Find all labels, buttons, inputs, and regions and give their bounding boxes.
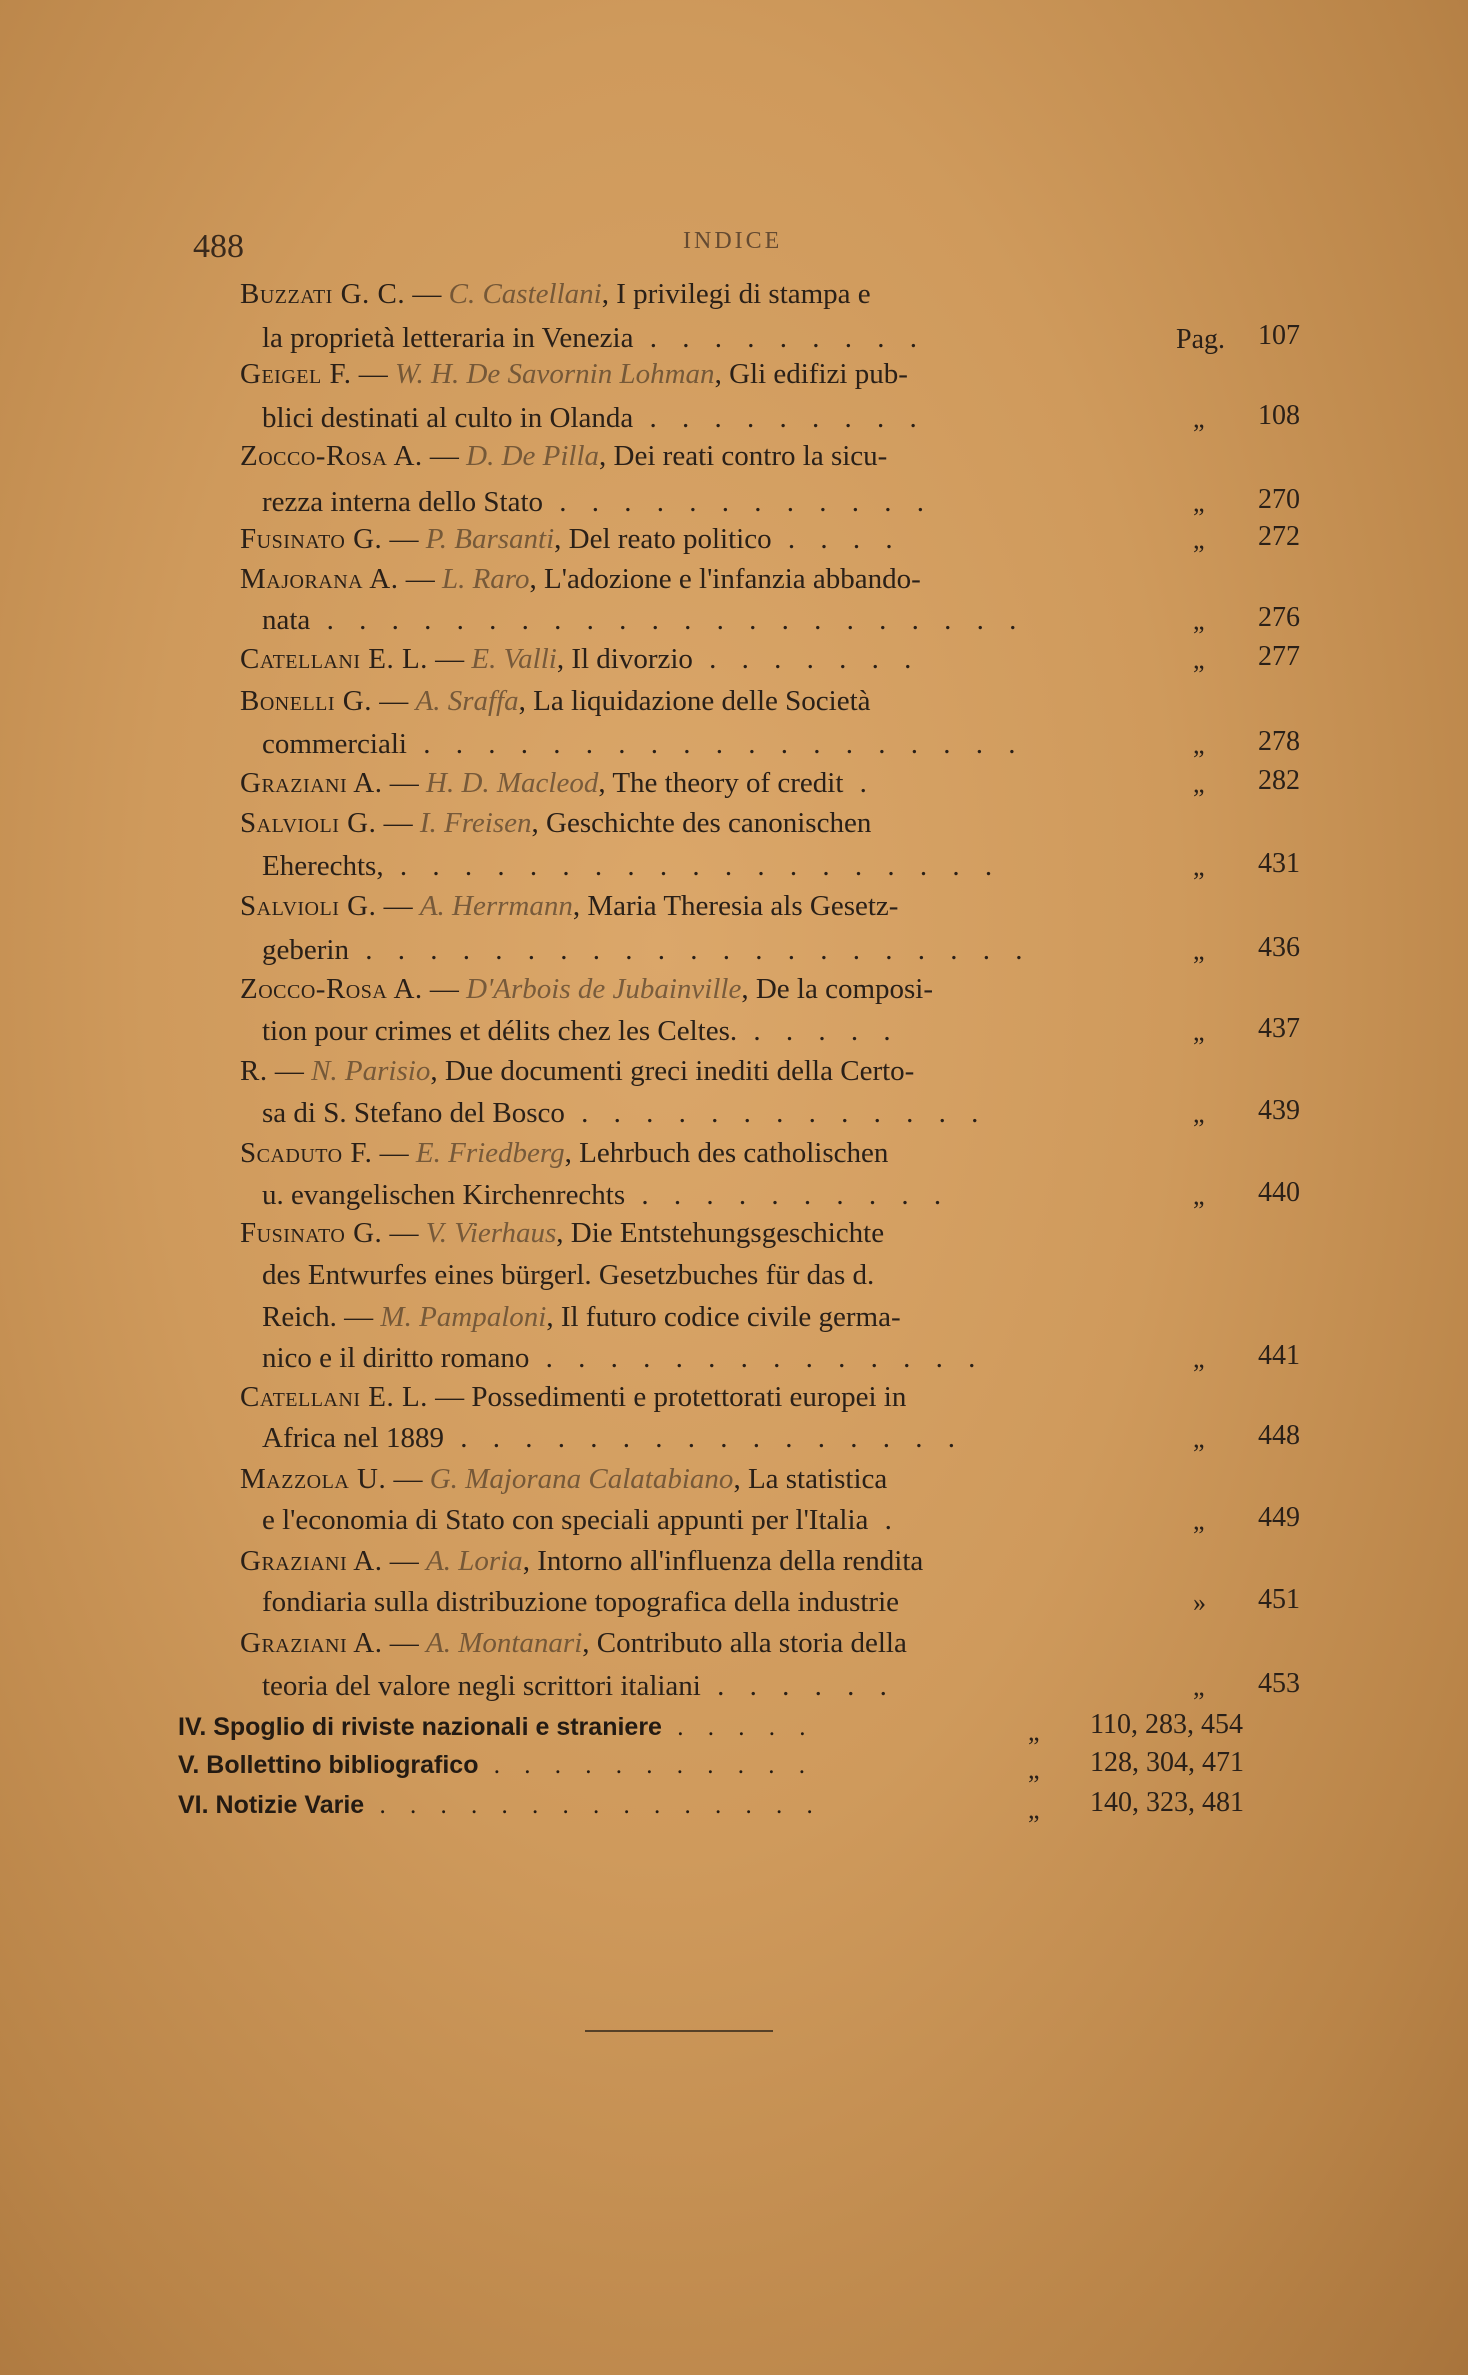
entry-author: Graziani A. — [240, 767, 383, 799]
entry-title: , I privilegi di stampa e — [601, 278, 871, 310]
dot-leader: . . . . . . . . . — [633, 402, 926, 434]
entry-reviewed-author: H. D. Macleod — [426, 767, 599, 799]
entry-title: , La statistica — [733, 1463, 888, 1495]
dot-leader: . . . . . . . . . . . — [478, 1752, 814, 1779]
index-entry-continuation — [262, 488, 933, 517]
index-entry-line — [240, 645, 920, 674]
entry-author: Fusinato G. — [240, 523, 383, 555]
entry-text: — Possedimenti e protettorati europei in — [427, 1381, 907, 1413]
index-entry-line — [240, 1629, 907, 1658]
entry-title: , Maria Theresia als Gesetz- — [572, 890, 899, 922]
page-reference: 278 — [1258, 726, 1300, 757]
dot-leader: . . . . . . . . . . . . . . — [529, 1342, 985, 1374]
section-label: V. Bollettino bibliografico — [178, 1751, 479, 1779]
dot-leader: . . . . . . . . . . . . . . . — [364, 1792, 822, 1819]
dot-leader: . . . . . . . . . . . . . . . . . . . — [383, 850, 1002, 882]
dot-leader: . . . . . . . . . . . . . . . . . . . . . . — [310, 604, 1026, 636]
section-heading — [178, 1753, 814, 1778]
entry-text: — — [372, 1137, 416, 1169]
page-reference: 436 — [1258, 932, 1300, 963]
page-reference: 431 — [1258, 848, 1300, 879]
entry-title: , Die Entstehungsgeschichte — [556, 1217, 885, 1249]
page-reference: 449 — [1258, 1502, 1300, 1533]
entry-title: , Lehrbuch des catholischen — [564, 1137, 889, 1169]
page-reference: 439 — [1258, 1095, 1300, 1126]
entry-author: Bonelli G. — [240, 685, 372, 717]
entry-title: , Due documenti greci inediti della Certo- — [430, 1055, 915, 1087]
dot-leader: . — [843, 767, 876, 799]
dot-leader: . . . . . . . . . . — [625, 1179, 951, 1211]
entry-author: Fusinato G. — [240, 1217, 383, 1249]
ditto-mark: „ — [1193, 1017, 1205, 1046]
entry-title: , Gli edifizi pub- — [714, 358, 908, 390]
index-entry-continuation — [262, 1261, 874, 1290]
dot-leader: . . . . . — [737, 1015, 900, 1047]
page-reference: 277 — [1258, 641, 1300, 672]
entry-text: teoria del valore negli scrittori italiani — [262, 1670, 701, 1702]
ditto-mark: Pag. — [1176, 324, 1225, 355]
entry-title: , De la composi- — [741, 973, 934, 1005]
entry-text: — — [351, 358, 396, 390]
page-reference: 437 — [1258, 1013, 1300, 1044]
entry-text: Reich. — — [262, 1301, 381, 1333]
entry-author: Graziani A. — [240, 1545, 383, 1577]
entry-reviewed-author: D'Arbois de Jubainville — [466, 973, 742, 1005]
ditto-mark: „ — [1193, 645, 1205, 674]
entry-text: geberin — [262, 934, 349, 966]
ditto-mark: „ — [1193, 1181, 1205, 1210]
entry-reviewed-author: E. Valli — [471, 643, 557, 675]
section-pages: 140, 323, 481 — [1090, 1787, 1244, 1818]
entry-text: — — [371, 685, 416, 717]
entry-reviewed-author: G. Majorana Calatabiano — [429, 1463, 734, 1495]
entry-text: — — [382, 1627, 426, 1659]
index-entry-continuation — [262, 1099, 987, 1128]
entry-title: , La liquidazione delle Società — [518, 685, 871, 717]
ditto-mark: „ — [1193, 769, 1205, 798]
entry-author: Salvioli G. — [240, 807, 377, 839]
entry-reviewed-author: V. Vierhaus — [425, 1217, 557, 1249]
entry-reviewed-author: A. Montanari — [426, 1627, 583, 1659]
entry-author: Geigel F. — [240, 358, 352, 390]
entry-reviewed-author: A. Sraffa — [415, 685, 519, 717]
ditto-mark: „ — [1028, 1717, 1040, 1746]
entry-text: — — [422, 440, 467, 472]
entry-author: Catellani E. L. — [240, 643, 428, 675]
entry-text: la proprietà letteraria in Venezia — [262, 322, 634, 354]
entry-reviewed-author: W. H. De Savornin Lohman — [395, 358, 715, 390]
index-entry-line — [240, 892, 898, 921]
entry-author: Buzzati G. C. — [240, 278, 406, 310]
section-pages: 110, 283, 454 — [1090, 1709, 1243, 1740]
entry-author: Majorana A. — [240, 563, 399, 595]
index-entry-continuation — [262, 1344, 984, 1373]
index-entry-line — [240, 442, 887, 471]
entry-reviewed-author: A. Herrmann — [419, 890, 573, 922]
ditto-mark: „ — [1028, 1795, 1040, 1824]
dot-leader: . . . . . . . . . . . . . . . . . . . — [406, 728, 1025, 760]
entry-text: — — [382, 767, 426, 799]
entry-text: commerciali — [262, 728, 407, 760]
entry-text: sa di S. Stefano del Bosco — [262, 1097, 565, 1129]
ditto-mark: „ — [1193, 404, 1205, 433]
entry-reviewed-author: L. Raro — [441, 563, 530, 595]
section-label: VI. Notizie Varie — [178, 1791, 365, 1819]
closing-rule — [585, 2030, 773, 2032]
ditto-mark: „ — [1193, 1099, 1205, 1128]
index-entry-line — [240, 1219, 884, 1248]
index-entry-continuation — [262, 1303, 901, 1332]
entry-reviewed-author: D. De Pilla — [466, 440, 600, 472]
entry-reviewed-author: M. Pampaloni — [380, 1301, 547, 1333]
entry-text: — — [267, 1055, 312, 1087]
entry-text: — — [386, 1463, 430, 1495]
entry-author: Scaduto F. — [240, 1137, 373, 1169]
index-entry-continuation — [262, 1506, 901, 1535]
page-reference: 453 — [1258, 1668, 1300, 1699]
index-entry-line — [240, 1465, 887, 1494]
page-reference: 440 — [1258, 1177, 1300, 1208]
page-reference: 270 — [1258, 484, 1300, 515]
entry-text: fondiaria sulla distribuzione topografica della industrie — [262, 1586, 899, 1618]
entry-author: Graziani A. — [240, 1627, 383, 1659]
entry-author: R. — [240, 1055, 268, 1087]
ditto-mark: „ — [1193, 488, 1205, 517]
entry-author: Zocco-Rosa A. — [240, 440, 423, 472]
index-entry-line — [240, 1383, 906, 1412]
index-entry-continuation — [262, 852, 1001, 881]
index-entry-line — [240, 1057, 914, 1086]
dot-leader: . — [868, 1504, 901, 1536]
index-entry-line — [240, 809, 871, 838]
entry-text: blici destinati al culto in Olanda — [262, 402, 634, 434]
ditto-mark: „ — [1193, 730, 1205, 759]
dot-leader: . . . . . . — [700, 1670, 896, 1702]
index-entry-line — [240, 769, 876, 798]
dot-leader: . . . . — [771, 523, 902, 555]
page-reference: 272 — [1258, 521, 1300, 552]
dot-leader: . . . . . — [661, 1714, 815, 1741]
section-label: IV. Spoglio di riviste nazionali e straniere — [178, 1713, 662, 1741]
ditto-mark: „ — [1193, 852, 1205, 881]
ditto-mark: „ — [1193, 606, 1205, 635]
ditto-mark: „ — [1193, 936, 1205, 965]
entry-reviewed-author: E. Friedberg — [415, 1137, 565, 1169]
entry-text: u. evangelischen Kirchenrechts — [262, 1179, 626, 1211]
entry-title: , Dei reati contro la sicu- — [599, 440, 888, 472]
entry-author: Zocco-Rosa A. — [240, 973, 423, 1005]
entry-reviewed-author: P. Barsanti — [425, 523, 555, 555]
running-head: INDICE — [683, 228, 783, 254]
dot-leader: . . . . . . . . . . . . . — [564, 1097, 988, 1129]
page-reference: 108 — [1258, 400, 1300, 431]
index-entry-continuation — [262, 1181, 950, 1210]
index-entry-line — [240, 687, 871, 716]
index-entry-continuation — [262, 606, 1025, 635]
dot-leader: . . . . . . . . . . . . — [543, 486, 934, 518]
entry-reviewed-author: N. Parisio — [311, 1055, 431, 1087]
section-heading — [178, 1793, 822, 1818]
dot-leader: . . . . . . . . . . . . . . . . — [444, 1422, 964, 1454]
index-entry-continuation — [262, 1017, 900, 1046]
entry-text: — — [382, 523, 426, 555]
ditto-mark: „ — [1193, 1672, 1205, 1701]
index-entry-line — [240, 975, 933, 1004]
index-entry-line — [240, 360, 908, 389]
entry-reviewed-author: A. Loria — [426, 1545, 523, 1577]
index-entry-line — [240, 525, 902, 554]
index-entry-line — [240, 565, 921, 594]
ditto-mark: » — [1193, 1588, 1206, 1617]
entry-author: Mazzola U. — [240, 1463, 387, 1495]
entry-title: , The theory of credit — [598, 767, 844, 799]
page-reference: 282 — [1258, 765, 1300, 796]
ditto-mark: „ — [1193, 1506, 1205, 1535]
entry-text: — — [376, 807, 420, 839]
entry-text: — — [382, 1545, 426, 1577]
entry-title: , Del reato politico — [554, 523, 772, 555]
page-reference: 441 — [1258, 1340, 1300, 1371]
dot-leader: . . . . . . . . . — [633, 322, 926, 354]
entry-text: Eherechts, — [262, 850, 384, 882]
section-heading — [178, 1715, 814, 1740]
entry-text: — — [398, 563, 442, 595]
entry-author: Salvioli G. — [240, 890, 377, 922]
entry-text: Africa nel 1889 — [262, 1422, 444, 1454]
dot-leader: . . . . . . . . . . . . . . . . . . . . . — [348, 934, 1032, 966]
entry-reviewed-author: I. Freisen — [419, 807, 532, 839]
entry-text: nico e il diritto romano — [262, 1342, 530, 1374]
index-entry-continuation — [262, 936, 1031, 965]
entry-reviewed-author: C. Castellani — [448, 278, 602, 310]
page-reference: 107 — [1258, 320, 1300, 351]
entry-title: , Il divorzio — [556, 643, 693, 675]
index-entry-line — [240, 1547, 923, 1576]
entry-title: , L'adozione e l'infanzia abbando- — [529, 563, 921, 595]
index-entry-continuation — [262, 324, 926, 353]
entry-text: — — [376, 890, 420, 922]
page-reference: 451 — [1258, 1584, 1300, 1615]
ditto-mark: „ — [1028, 1755, 1040, 1784]
ditto-mark: „ — [1193, 1424, 1205, 1453]
entry-text: — — [382, 1217, 426, 1249]
index-entry-line — [240, 280, 871, 309]
entry-text: e l'economia di Stato con speciali appunti per l'Italia — [262, 1504, 869, 1536]
entry-text: — — [405, 278, 449, 310]
index-entry-continuation — [262, 1672, 896, 1701]
entry-title: , Il futuro codice civile germa- — [546, 1301, 901, 1333]
page-reference: 276 — [1258, 602, 1300, 633]
entry-text: rezza interna dello Stato — [262, 486, 544, 518]
page-reference: 448 — [1258, 1420, 1300, 1451]
entry-title: , Contributo alla storia della — [582, 1627, 907, 1659]
index-entry-line — [240, 1139, 888, 1168]
entry-text: des Entwurfes eines bürgerl. Gesetzbuches für das d. — [262, 1259, 875, 1291]
dot-leader: . . . . . . . — [692, 643, 921, 675]
entry-text: tion pour crimes et délits chez les Celtes. — [262, 1015, 738, 1047]
entry-title: , Intorno all'influenza della rendita — [522, 1545, 924, 1577]
index-entry-continuation — [262, 1588, 899, 1617]
section-pages: 128, 304, 471 — [1090, 1747, 1244, 1778]
ditto-mark: „ — [1193, 1344, 1205, 1373]
entry-text: nata — [262, 604, 311, 636]
index-entry-continuation — [262, 404, 926, 433]
entry-author: Catellani E. L. — [240, 1381, 428, 1413]
index-entry-continuation — [262, 1424, 964, 1453]
index-entry-continuation — [262, 730, 1024, 759]
entry-text: — — [422, 973, 467, 1005]
ditto-mark: „ — [1193, 525, 1205, 554]
page-number: 488 — [193, 228, 244, 265]
entry-text: — — [427, 643, 472, 675]
entry-title: , Geschichte des canonischen — [531, 807, 872, 839]
